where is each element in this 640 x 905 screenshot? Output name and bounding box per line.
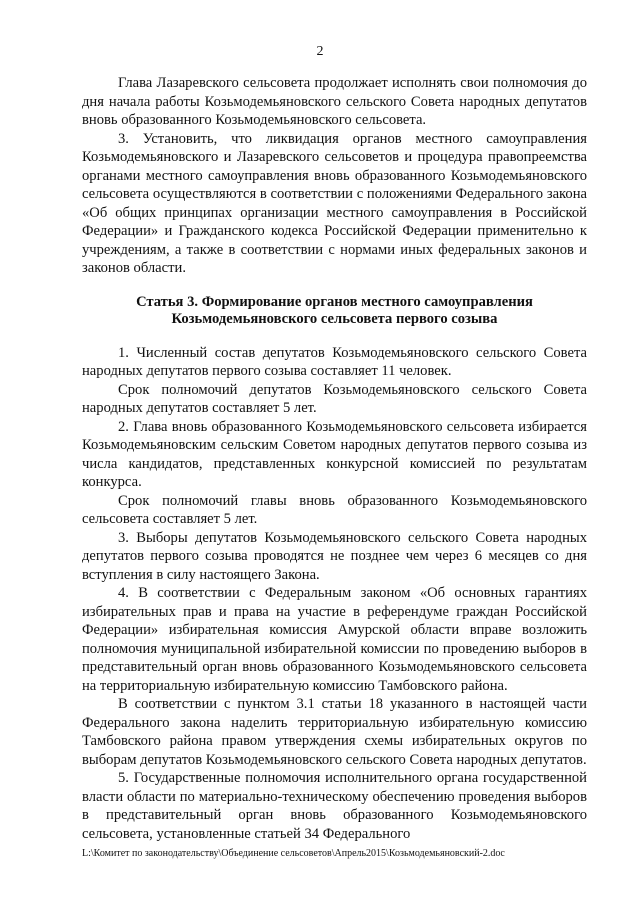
- article-3-heading-line-2: Козьмодемьяновского сельсовета первого созыва: [171, 310, 498, 327]
- document-body: [82, 74, 587, 843]
- article-3-heading: [82, 294, 587, 328]
- paragraph-deputies-count: 1. Численный состав депутатов Козьмодемьяновского сельского Совета народных депутатов первого созыва составляет 11 человек.: [82, 344, 587, 379]
- paragraph-districts-scheme: В соответствии с пунктом 3.1 статьи 18 указанного в настоящей части Федерального закона наделить территориальную избирательную комиссию Тамбовского района правом утверждения схемы избирательных округов по выборам депутатов Козьмодемьяновского сельского Совета народных депутатов.: [82, 696, 587, 768]
- article-3-heading-line-1: Статья 3. Формирование органов местного самоуправления: [136, 293, 533, 310]
- paragraph-head-term: Срок полномочий главы вновь образованного Козьмодемьяновского сельсовета составляет 5 лет.: [82, 492, 587, 527]
- file-path-footer: L:\Комитет по законодательству\Объединение сельсоветов\Апрель2015\Козьмодемьяновский-2.doc: [82, 848, 505, 859]
- paragraph-election-commission: 4. В соответствии с Федеральным законом «Об основных гарантиях избирательных прав и права на участие в референдуме граждан Российской Федерации» избирательная комиссия Амурской области вправе возложить полномочия муниципальной избирательной комиссии по проведению выборов в представительный орган вновь образованного Козьмодемьяновского сельсовета на территориальную избирательную комиссию Тамбовского района.: [82, 585, 587, 694]
- paragraph-head-election: 2. Глава вновь образованного Козьмодемьяновского сельсовета избирается Козьмодемьяновским сельским Советом народных депутатов первого созыва из числа кандидатов, представленных конкурсной комиссией по результатам конкурса.: [82, 418, 587, 490]
- paragraph-liquidation: 3. Установить, что ликвидация органов местного самоуправления Козьмодемьяновского и Лазаревского сельсоветов и процедура правопреемства органами местного самоуправления вновь образованного Козьмодемьяновского сельсовета осуществляются в соответствии с положениями Федерального закона «Об общих принципах организации местного самоуправления в Российской Федерации» и Гражданского кодекса Российской Федерации применительно к учреждениям, а также в соответствии с нормами иных федеральных законов и законов области.: [82, 130, 587, 276]
- paragraph-state-powers: 5. Государственные полномочия исполнительного органа государственной власти области по материально-техническому обеспечению проведения выборов в представительный орган вновь образованного Козьмодемьяновского сельсовета, установленные статьей 34 Федерального: [82, 770, 587, 842]
- paragraph-head-continues: Глава Лазаревского сельсовета продолжает исполнять свои полномочия до дня начала работы Козьмодемьяновского сельского Совета народных депутатов вновь образованного Козьмодемьяновского сельсовета.: [82, 75, 587, 128]
- paragraph-deputies-term: Срок полномочий депутатов Козьмодемьяновского сельского Совета народных депутатов составляет 5 лет.: [82, 381, 587, 416]
- paragraph-elections-deadline: 3. Выборы депутатов Козьмодемьяновского сельского Совета народных депутатов первого созыва проводятся не позднее чем через 6 месяцев со дня вступления в силу настоящего Закона.: [82, 529, 587, 583]
- page-number: 2: [316, 44, 324, 59]
